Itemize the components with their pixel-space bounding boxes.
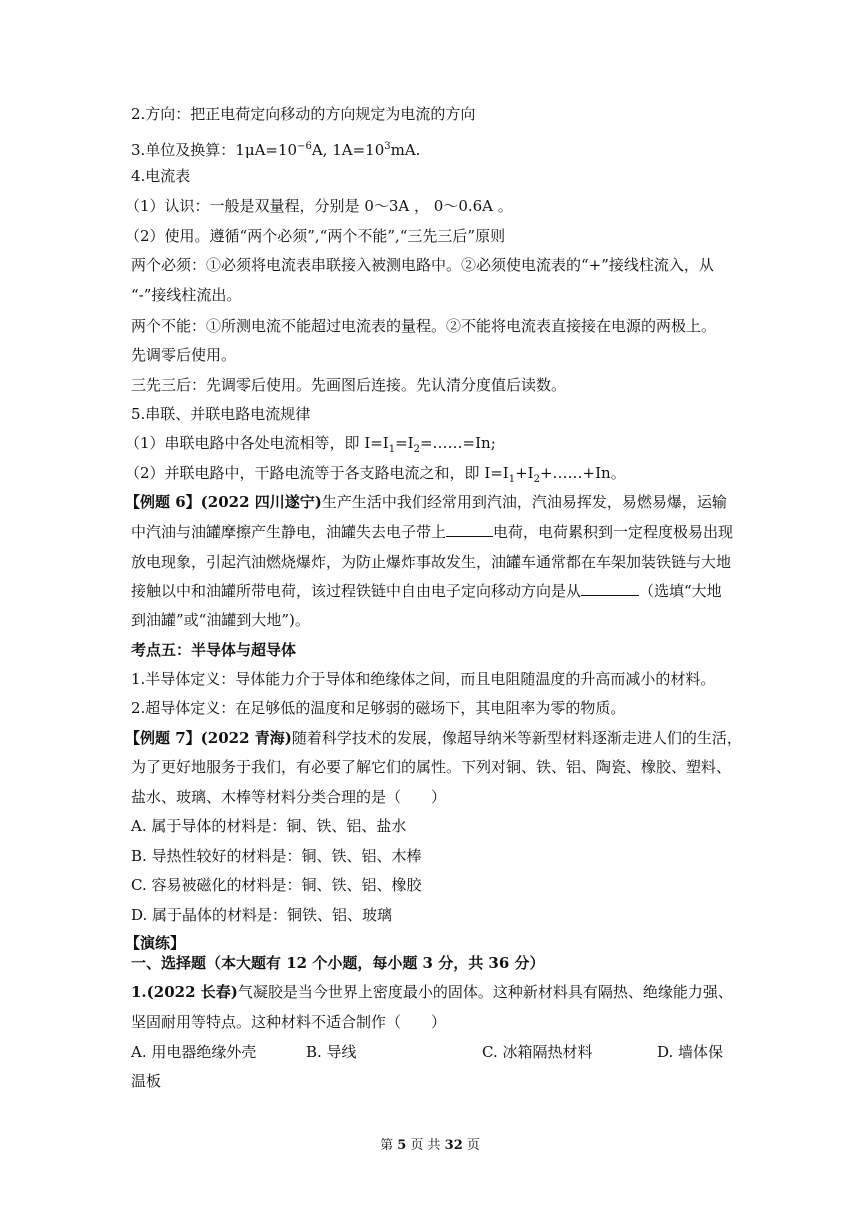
question-1-line: 坚固耐用等特点。这种材料不适合制作（ ） <box>131 1013 447 1031</box>
footer-text: 页 共 <box>406 1138 445 1153</box>
subscript: 1 <box>508 474 516 485</box>
option-d: D. 属于晶体的材料是：铜铁、铝、玻璃 <box>131 906 393 924</box>
footer-text: 第 <box>380 1138 398 1153</box>
example-6-text: 中汽油与油罐摩擦产生静电，油罐失去电子带上 <box>131 523 447 541</box>
text-line: 两个不能：①所测电流不能超过电流表的量程。②不能将电流表直接接在电源的两极上。 <box>131 317 717 335</box>
section-heading: 考点五：半导体与超导体 <box>131 641 297 659</box>
example-7-line: 为了更好地服务于我们，有必要了解它们的属性。下列对铜、铁、铝、陶瓷、橡胶、塑料、 <box>131 758 732 776</box>
option-d-continued: 温板 <box>131 1072 162 1090</box>
formula-text: （2）并联电路中，干路电流等于各支路电流之和，即 I=I <box>125 464 509 482</box>
text-line: 2.超导体定义：在足够低的温度和足够弱的磁场下，其电阻率为零的物质。 <box>131 699 626 717</box>
option-a: A. 用电器绝缘外壳 <box>131 1043 257 1061</box>
subscript: 1 <box>388 444 396 455</box>
text-line: 三先三后：先调零后使用。先画图后连接。先认清分度值后读数。 <box>131 376 567 394</box>
text-line: 4.电流表 <box>131 167 191 185</box>
answer-blank[interactable] <box>446 522 493 537</box>
text-line: （1）认识：一般是双量程，分别是 0～3A ， 0～0.6A 。 <box>125 197 513 215</box>
example-7-label: 【例题 7】(2022 青海) <box>125 729 292 747</box>
exponent: 3 <box>384 141 391 152</box>
option-b: B. 导热性较好的材料是：铜、铁、铝、木棒 <box>131 847 422 865</box>
formula-text: （1）串联电路中各处电流相等，即 I=I <box>125 434 389 452</box>
text-line-series <box>125 433 496 460</box>
text-line: 5.串联、并联电路电流规律 <box>131 405 311 423</box>
practice-heading: 【演练】 <box>125 934 186 952</box>
units-text: 3.单位及换算：1μA=10 <box>131 141 298 159</box>
subscript: 2 <box>413 444 420 455</box>
text-line: 先调零后使用。 <box>131 346 237 364</box>
formula-text: =I <box>395 434 414 452</box>
option-c: C. 冰箱隔热材料 <box>482 1043 593 1061</box>
option-d: D. 墙体保 <box>657 1043 724 1061</box>
text-line: （2）使用。遵循“两个必须”,“两个不能”,“三先三后”原则 <box>125 227 506 245</box>
text-line-units <box>131 137 420 160</box>
example-6-line <box>131 581 722 601</box>
units-text: A, 1A=10 <box>311 141 385 159</box>
section-heading: 一、选择题（本大题有 12 个小题，每小题 3 分，共 36 分） <box>131 954 545 972</box>
text-line-parallel <box>125 463 626 490</box>
example-7-line <box>125 728 742 748</box>
text-line: 1.半导体定义：导体能力介于导体和绝缘体之间，而且电阻随温度的升高而减小的材料。 <box>131 670 716 688</box>
subscript: 2 <box>533 474 540 485</box>
page-total: 32 <box>444 1138 463 1153</box>
units-text: mA. <box>390 141 421 159</box>
example-6-label: 【例题 6】(2022 四川遂宁) <box>125 493 322 511</box>
text-line: “-”接线柱流出。 <box>131 286 242 304</box>
page-number: 5 <box>397 1138 407 1153</box>
question-1-line <box>131 982 733 1002</box>
option-b: B. 导线 <box>306 1043 357 1061</box>
option-c: C. 容易被磁化的材料是：铜、铁、铝、橡胶 <box>131 876 422 894</box>
example-7-line: 盐水、玻璃、木棒等材料分类合理的是（ ） <box>131 788 447 806</box>
example-6-line: 放电现象，引起汽油燃烧爆炸，为防止爆炸事故发生，油罐车通常都在车架加装铁链与大地 <box>131 553 732 571</box>
example-6-line <box>131 522 733 542</box>
question-1-label: 1.(2022 长春) <box>131 983 238 1001</box>
example-6-text: （选填“大地 <box>639 582 722 600</box>
example-6-text: 电荷，电荷累积到一定程度极易出现 <box>493 523 734 541</box>
formula-text: +……+In。 <box>539 464 626 482</box>
formula-text: +I <box>515 464 534 482</box>
footer-text: 页 <box>462 1138 480 1153</box>
option-a: A. 属于导体的材料是：铜、铁、铝、盐水 <box>131 817 407 835</box>
text-line: 2.方向：把正电荷定向移动的方向规定为电流的方向 <box>131 105 476 123</box>
example-6-text: 生产生活中我们经常用到汽油，汽油易挥发，易燃易爆，运输 <box>321 493 727 511</box>
example-6-text: 接触以中和油罐所带电荷，该过程铁链中自由电子定向移动方向是从 <box>131 582 582 600</box>
text-line: 两个必须：①必须将电流表串联接入被测电路中。②必须使电流表的“+”接线柱流入，从 <box>131 256 714 274</box>
answer-blank[interactable] <box>581 581 639 596</box>
exponent: −6 <box>297 141 312 152</box>
example-7-text: 随着科学技术的发展，像超导纳米等新型材料逐渐走进人们的生活， <box>291 729 742 747</box>
example-6-line: 到油罐”或“油罐到大地”)。 <box>131 611 310 629</box>
page-footer <box>0 1134 860 1153</box>
example-6-line <box>125 492 727 512</box>
question-1-text: 气凝胶是当今世界上密度最小的固体。这种新材料具有隔热、绝缘能力强、 <box>237 983 733 1001</box>
formula-text: =……=In; <box>419 434 496 452</box>
